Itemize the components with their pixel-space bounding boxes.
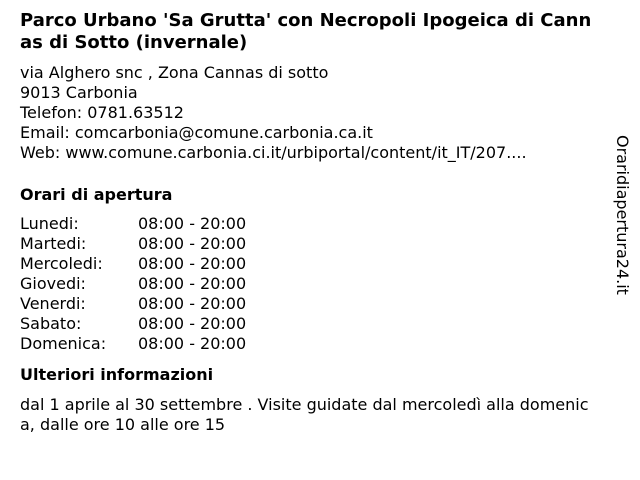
additional-info-text: dal 1 aprile al 30 settembre . Visite guidate dal mercoledì alla domenica, dalle ore 10 alle ore 15 bbox=[20, 395, 589, 434]
time-range: 08:00 - 20:00 bbox=[138, 314, 247, 333]
day-label: Martedi: bbox=[20, 234, 87, 253]
hours-row bbox=[20, 314, 246, 334]
hours-row bbox=[20, 274, 246, 294]
phone-line: Telefon: 0781.63512 bbox=[20, 103, 184, 122]
day-label: Domenica: bbox=[20, 334, 107, 353]
city-line: 9013 Carbonia bbox=[20, 83, 138, 102]
site-watermark: Oraridiapertura24.it bbox=[613, 135, 632, 295]
opening-hours-heading: Orari di apertura bbox=[20, 185, 173, 204]
email-line: Email: comcarbonia@comune.carbonia.ca.it bbox=[20, 123, 373, 142]
web-line: Web: www.comune.carbonia.ci.it/urbiportal/content/it_IT/207.... bbox=[20, 143, 527, 162]
hours-row bbox=[20, 234, 246, 254]
time-range: 08:00 - 20:00 bbox=[138, 234, 247, 253]
opening-hours-table bbox=[20, 214, 246, 354]
time-range: 08:00 - 20:00 bbox=[138, 294, 247, 313]
hours-row bbox=[20, 254, 246, 274]
hours-row bbox=[20, 334, 246, 354]
day-label: Mercoledi: bbox=[20, 254, 103, 273]
time-range: 08:00 - 20:00 bbox=[138, 254, 247, 273]
day-label: Lunedi: bbox=[20, 214, 79, 233]
contact-block bbox=[20, 63, 600, 163]
page-title: Parco Urbano 'Sa Grutta' con Necropoli Ipogeica di Cannas di Sotto (invernale) bbox=[20, 10, 592, 53]
time-range: 08:00 - 20:00 bbox=[138, 214, 247, 233]
day-label: Venerdi: bbox=[20, 294, 86, 313]
day-label: Sabato: bbox=[20, 314, 82, 333]
address-line: via Alghero snc , Zona Cannas di sotto bbox=[20, 63, 329, 82]
additional-info-heading: Ulteriori informazioni bbox=[20, 365, 214, 384]
time-range: 08:00 - 20:00 bbox=[138, 334, 247, 353]
time-range: 08:00 - 20:00 bbox=[138, 274, 247, 293]
day-label: Giovedi: bbox=[20, 274, 86, 293]
hours-row bbox=[20, 294, 246, 314]
place-card bbox=[20, 10, 600, 435]
hours-row bbox=[20, 214, 246, 234]
